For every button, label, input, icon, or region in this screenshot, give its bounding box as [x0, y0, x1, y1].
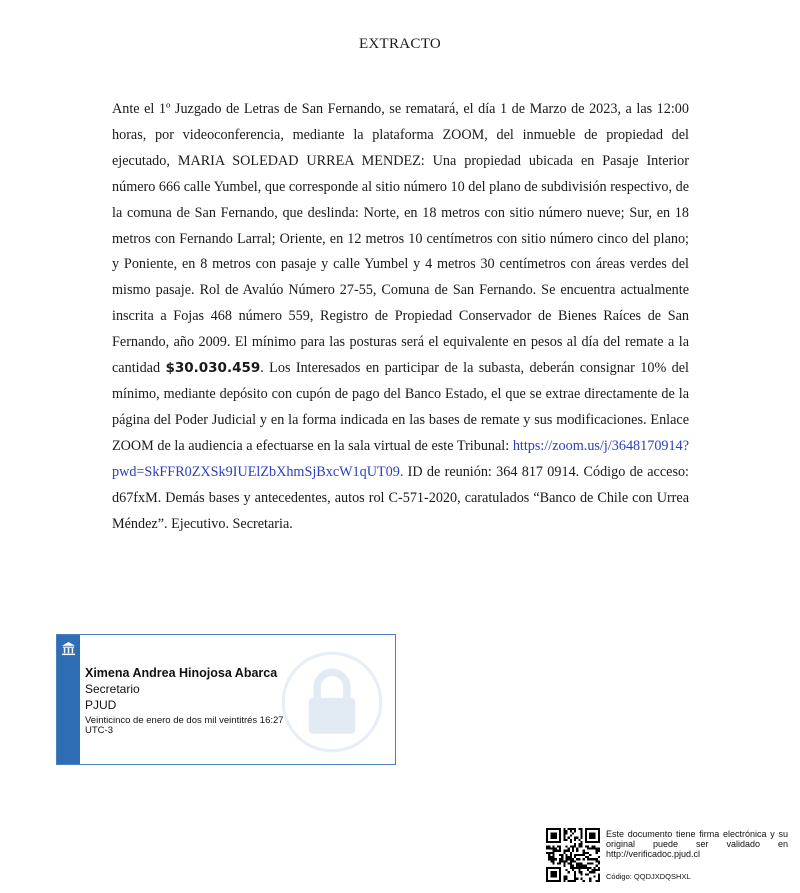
zoom-link[interactable]: https://zoom.us/j/3648170914?pwd=SkFFR0ZXSk9IUElZbXhmSjBxcW1qUT09. [112, 437, 689, 480]
electronic-signature-box [56, 634, 396, 765]
signature-details [85, 665, 305, 736]
courthouse-icon [61, 641, 76, 656]
extract-body [112, 97, 689, 537]
signer-name: Ximena Andrea Hinojosa Abarca [85, 666, 278, 680]
signer-organization: PJUD [85, 698, 117, 712]
minimum-amount: $30.030.459 [165, 360, 261, 377]
signature-accent-bar [57, 635, 80, 764]
qr-code-icon [546, 828, 600, 882]
body-paragraph-part-2: . Los Interesados en participar de la subasta, deberán consignar 10% del mínimo, mediante depósito con cupón de pago del Banco Estado, el que se extrae directamente de la página del Poder Judicial y en la forma indicada en las bases de remate y sus modificaciones. Enlace ZOOM de la audiencia a efectuarse en la sala virtual de este Tribunal: [112, 360, 690, 454]
document-title: EXTRACTO [358, 36, 442, 52]
signer-role: Secretario [85, 682, 140, 696]
signature-date: Veinticinco de enero de dos mil veintitrés 16:27 UTC-3 [85, 715, 284, 736]
body-paragraph-part-3: ID de reunión: 364 817 0914. Código de acceso: d67fxM. Demás bases y antecedentes, autos rol C-571-2020, caratulados “Banco de Chile con Urrea Méndez”. Ejecutivo. Secretaria. [112, 463, 689, 532]
verification-code: Código: QQDJXDQSHXL [606, 872, 691, 881]
verification-note: Este documento tiene firma electrónica y su original puede ser validado en http://verificadoc.pjud.cl [606, 829, 788, 859]
body-paragraph-part-1: Ante el 1º Juzgado de Letras de San Fernando, se rematará, el día 1 de Marzo de 2023, a las 12:00 horas, por videoconferencia, mediante la plataforma ZOOM, del inmueble de propiedad del ejecutado, MARIA SOLEDAD URREA MENDEZ: Una propiedad ubicada en Pasaje Interior número 666 calle Yumbel, que corresponde al sitio número 10 del plano de subdivisión respectivo, de la comuna de San Fernando, que deslinda: Norte, en 18 metros con sitio número nueve; Sur, en 18 metros con Fernando Larral; Oriente, en 12 metros 10 centímetros con sitio número cinco del plano; y Poniente, en 8 metros con pasaje y calle Yumbel y 4 metros 30 centímetros con áreas verdes del mismo pasaje. Rol de Avalúo Número 27-55, Comuna de San Fernando. Se encuentra actualmente inscrita a Fojas 468 número 559, Registro de Propiedad Conservador de Bienes Raíces de San Fernando, año 2009. El mínimo para las posturas será el equivalente en pesos al día del remate a la cantidad [112, 101, 689, 377]
